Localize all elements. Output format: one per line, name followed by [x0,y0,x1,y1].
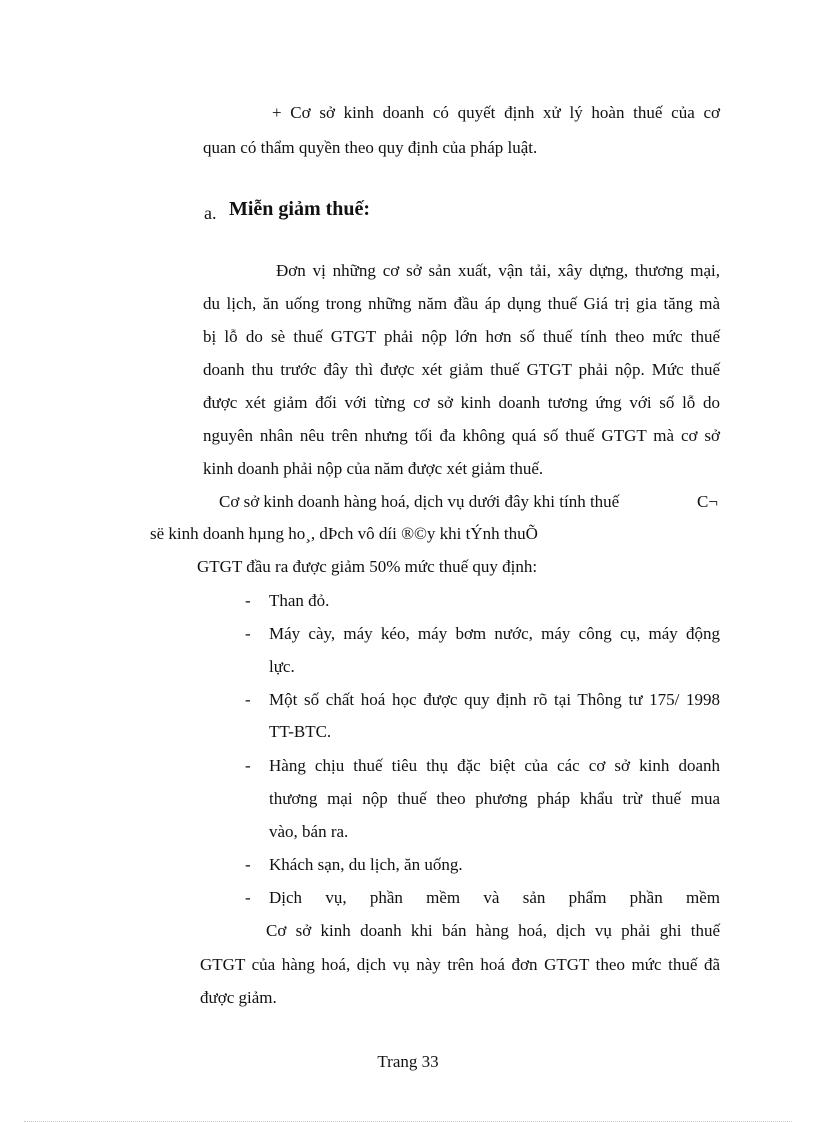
bullet-line: lực. [269,657,295,676]
bullet-marker: - [245,591,251,610]
bullet-marker: - [245,624,251,643]
bullet-line: Một số chất hoá học được quy định rõ tại Thông tư 175/ 1998 [269,690,720,709]
bullet-line: Máy cày, máy kéo, máy bơm nước, máy công cụ, máy động [269,624,720,643]
garbled-text: së kinh doanh hµng ho¸, dÞch vô díi ®©y khi tÝnh thuÕ [150,524,538,543]
section-number: a. [204,203,217,223]
paragraph-line: Cơ sở kinh doanh hàng hoá, dịch vụ dưới đây khi tính thuế [219,492,620,511]
page-divider [24,1121,792,1122]
paragraph-line: du lịch, ăn uống trong những năm đầu áp dụng thuế Giá trị gia tăng mà [203,294,720,313]
intro-line: quan có thẩm quyền theo quy định của pháp luật. [203,138,538,157]
paragraph-line: Đơn vị những cơ sở sản xuất, vận tải, xây dựng, thương mại, [276,261,720,280]
paragraph-line: GTGT của hàng hoá, dịch vụ này trên hoá đơn GTGT theo mức thuế đã [200,955,720,974]
bullet-line: Khách sạn, du lịch, ăn uống. [269,855,463,874]
paragraph-line: bị lỗ do sè thuế GTGT phải nộp lớn hơn số thuế tính theo mức thuế [203,327,720,346]
bullet-marker: - [245,855,251,874]
paragraph-line: được giảm. [200,988,277,1007]
paragraph-line: Cơ sở kinh doanh khi bán hàng hoá, dịch vụ phải ghi thuế [266,921,720,940]
intro-line: + Cơ sở kinh doanh có quyết định xử lý hoàn thuế của cơ [272,103,720,122]
bullet-line: TT-BTC. [269,722,332,741]
section-title: Miễn giảm thuế: [229,198,371,220]
paragraph-line: được xét giảm đối với từng cơ sở kinh doanh tương ứng với số lỗ do [203,393,720,412]
bullet-line: Than đỏ. [269,591,330,610]
bullet-marker: - [245,756,251,775]
bullet-marker: - [245,888,251,907]
bullet-line: thương mại nộp thuế theo phương pháp khẩu trừ thuế mua [269,789,720,808]
paragraph-line: nguyên nhân nêu trên nhưng tối đa không quá số thuế GTGT mà cơ sở [203,426,720,445]
garbled-text: C¬ [697,492,718,511]
bullet-line: Hàng chịu thuế tiêu thụ đặc biệt của các cơ sở kinh doanh [269,756,720,775]
paragraph-line: GTGT đầu ra được giảm 50% mức thuế quy định: [197,557,538,576]
paragraph-line: kinh doanh phải nộp của năm được xét giảm thuế. [203,459,544,478]
bullet-line: Dịch vụ, phần mềm và sản phẩm phần mềm [269,888,720,907]
paragraph-line: doanh thu trước đây thì được xét giảm thuế GTGT phải nộp. Mức thuế [203,360,720,379]
page-number: Trang 33 [377,1052,439,1071]
bullet-line: vào, bán ra. [269,822,349,841]
bullet-marker: - [245,690,251,709]
